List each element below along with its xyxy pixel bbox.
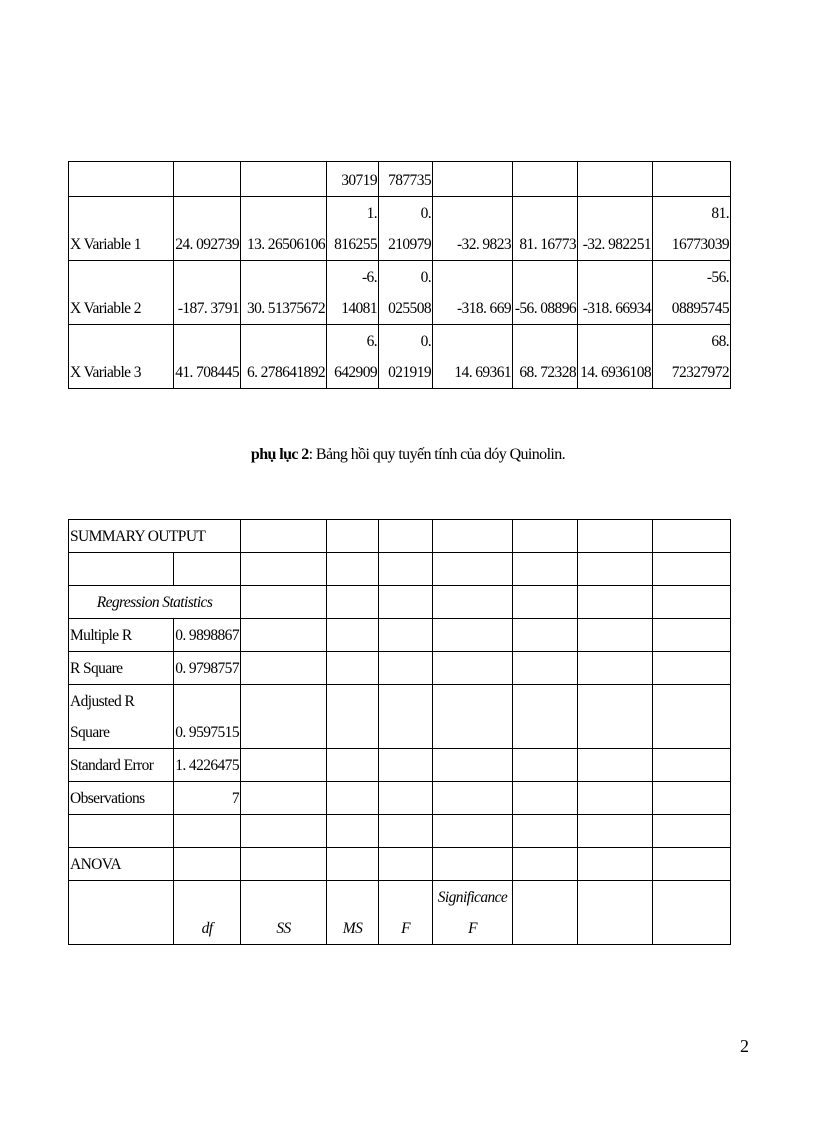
table-cell: 0. 9798757: [174, 652, 241, 685]
table-row: [69, 261, 731, 325]
table-cell: 7: [174, 782, 241, 815]
row-label: Adjusted R Square: [69, 685, 174, 749]
table-cell: 30719: [327, 162, 379, 197]
row-label: R Square: [69, 652, 174, 685]
table-cell: -6. 14081: [327, 261, 379, 325]
table-cell: 0. 025508: [379, 261, 433, 325]
table-cell: 0. 9597515: [174, 685, 241, 749]
table-cell: 68. 72327972: [653, 325, 731, 389]
row-label: X Variable 3: [69, 325, 174, 389]
row-label: Standard Error: [69, 749, 174, 782]
table-cell: -318. 669: [433, 261, 513, 325]
column-header-ms: MS: [327, 881, 379, 945]
regression-statistics-header: Regression Statistics: [69, 586, 241, 619]
table-row: [69, 848, 731, 881]
table-row: [69, 162, 731, 197]
table-cell: -318. 66934: [578, 261, 653, 325]
column-header-ss: SS: [241, 881, 327, 945]
table-cell: -56. 08896: [513, 261, 578, 325]
table-row: [69, 553, 731, 586]
table-cell: 6. 278641892: [241, 325, 327, 389]
table-row: [69, 652, 731, 685]
table-row: [69, 782, 731, 815]
table-cell: 68. 72328: [513, 325, 578, 389]
summary-output-table: [68, 519, 731, 945]
anova-header: ANOVA: [69, 848, 174, 881]
table-cell: 24. 092739: [174, 197, 241, 261]
table-cell: 13. 26506106: [241, 197, 327, 261]
table-cell: -56. 08895745: [653, 261, 731, 325]
table-cell: -32. 982251: [578, 197, 653, 261]
regression-coefficients-table: [68, 161, 731, 389]
table-row: [69, 325, 731, 389]
table-row: [69, 586, 731, 619]
table-cell: 30. 51375672: [241, 261, 327, 325]
page-number: 2: [740, 1036, 749, 1056]
table-cell: 0. 210979: [379, 197, 433, 261]
table-cell: 1. 4226475: [174, 749, 241, 782]
caption-bold: phụ lục 2: [250, 446, 309, 463]
table-row: [69, 685, 731, 749]
table-cell: 0. 021919: [379, 325, 433, 389]
row-label: X Variable 1: [69, 197, 174, 261]
table-row: [69, 520, 731, 553]
appendix-caption: [0, 446, 816, 464]
row-label: X Variable 2: [69, 261, 174, 325]
table-row: [69, 197, 731, 261]
table-cell: 0. 9898867: [174, 619, 241, 652]
table-cell: 81. 16773039: [653, 197, 731, 261]
table-row: [69, 815, 731, 848]
column-header-significance-f: Significance F: [433, 881, 513, 945]
row-label: Observations: [69, 782, 174, 815]
table-row: [69, 619, 731, 652]
table-cell: 41. 708445: [174, 325, 241, 389]
table-cell: 14. 69361: [433, 325, 513, 389]
table-cell: 1. 816255: [327, 197, 379, 261]
table-cell: -187. 3791: [174, 261, 241, 325]
table-cell: 81. 16773: [513, 197, 578, 261]
table-cell: -32. 9823: [433, 197, 513, 261]
table-cell: 14. 6936108: [578, 325, 653, 389]
summary-title: SUMMARY OUTPUT: [69, 520, 241, 553]
column-header-f: F: [379, 881, 433, 945]
table-cell: 6. 642909: [327, 325, 379, 389]
caption-text: : Bảng hồi quy tuyến tính của dóy Quinolin.: [308, 446, 566, 463]
table-row: [69, 881, 731, 945]
table-cell: 787735: [379, 162, 433, 197]
table-row: [69, 749, 731, 782]
column-header-df: df: [174, 881, 241, 945]
row-label: Multiple R: [69, 619, 174, 652]
